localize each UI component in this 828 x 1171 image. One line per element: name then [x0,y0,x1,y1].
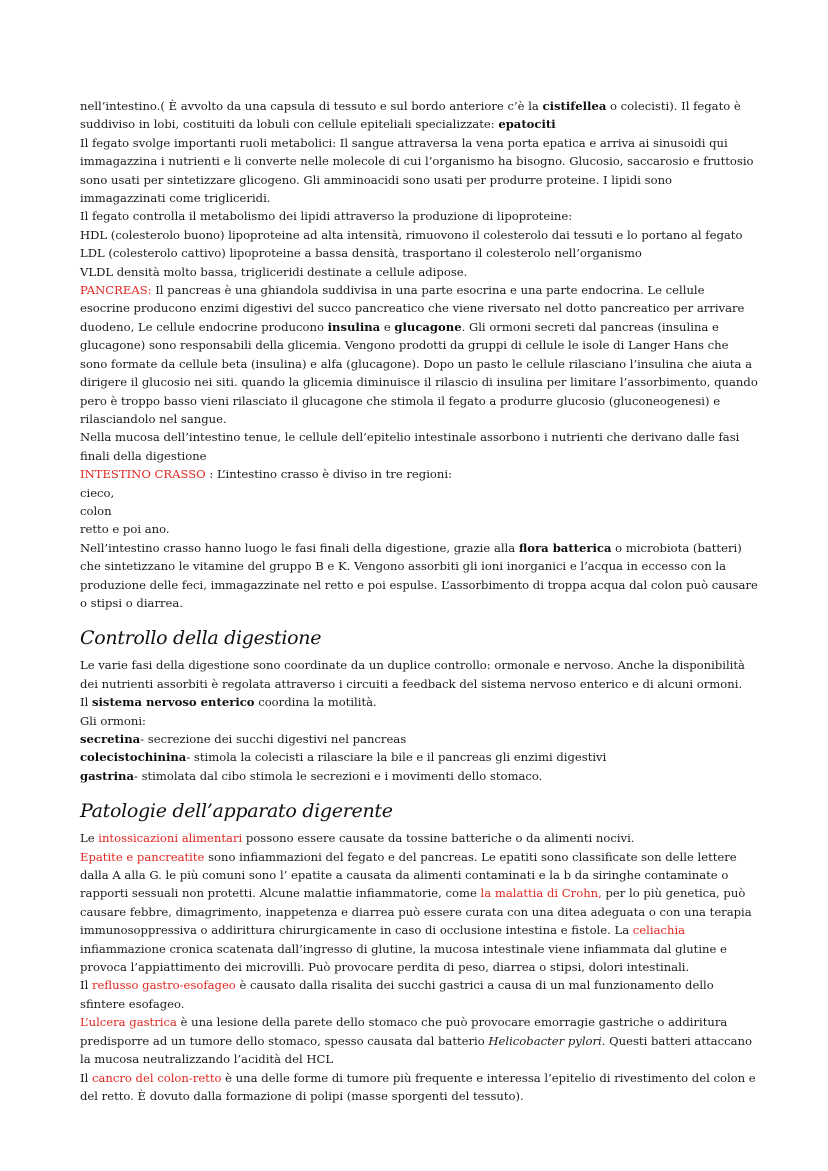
colon-region-3: retto e poi ano. [80,522,170,537]
colon-region-1: cieco, [80,485,115,500]
control-paragraph-1: Le varie fasi della digestione sono coordinate da un duplice controllo: ormonale e nervoso. Anche la disponibilità dei nutrienti assorbiti è regolata attraverso i circuiti a feedback del sistema nervoso enterico e di alcuni ormoni. [80,658,745,691]
colon-region-2: colon [80,503,112,518]
term-epatociti: epatociti [498,117,556,132]
liver-paragraph-2: Il fegato svolge importanti ruoli metabolici: Il sangue attraversa la vena porta epatica e arriva ai sinusoidi qui immagazzina i nutrienti e li converte nelle molecole di cui l’organismo ha bisogno. Glucosio, saccarosio e fruttosio sono usati per sintetizzare glicogeno. Gli amminoacidi sono usati per produrre proteine. I lipidi sono immagazzinati come trigliceridi. [80,135,754,206]
pathology-reflusso: Il reflusso gastro-esofageo è causato dalla risalita dei succhi gastrici a causa di un mal funzionamento dello sfintere esofageo. [80,978,714,1011]
hormones-heading: Gli ormoni: [80,713,146,728]
control-paragraph-2: Il sistema nervoso enterico coordina la motilità. [80,695,377,710]
pathology-ulcera: L’ulcera gastrica è una lesione della parete dello stomaco che può provocare emorragie gastriche o addiritura predisporre ad un tumore dello stomaco, spesso causata dal batterio Helicobacter pylori. Questi batteri attaccano la mucosa neutralizzando l’acidità del HCL [80,1015,752,1067]
hdl-line: HDL (colesterolo buono) lipoproteine ad alta intensità, rimuovono il colesterolo dai tessuti e lo portano al fegato [80,227,743,242]
vldl-line: VLDL densità molto bassa, trigliceridi destinate a cellule adipose. [80,264,468,279]
colon-label: INTESTINO CRASSO [80,467,206,482]
term-glucagone: glucagone [394,319,462,334]
hormone-gastrina: gastrina- stimolata dal cibo stimola le secrezioni e i movimenti dello stomaco. [80,768,543,783]
section-title-controllo: Controllo della digestione [80,627,322,650]
pathology-intossicazioni: Le intossicazioni alimentari possono essere causate da tossine batteriche o da alimenti nocivi. [80,831,635,846]
liver-paragraph-1: nell’intestino.( È avvolto da una capsula di tessuto e sul bordo anteriore c’è la cistifellea o colecisti). Il fegato è suddiviso in lobi, costituiti da lobuli con cellule epiteliali specializzate: epatociti [80,99,741,132]
term-cistifellea: cistifellea [542,99,607,113]
colon-paragraph: Nell’intestino crasso hanno luogo le fasi finali della digestione, grazie alla flora batterica o microbiota (batteri) che sintetizzano le vitamine del gruppo B e K. Vengono assorbiti gli ioni inorganici e l’acqua in eccesso con la produzione delle feci, immagazzinate nel retto e poi espulse. L’assorbimento di troppa acqua dal colon può causare o stipsi o diarrea. [80,540,758,610]
term-sistema-nervoso: sistema nervoso enterico [91,695,255,710]
colon-intro: INTESTINO CRASSO : L’intestino crasso è diviso in tre regioni: [80,467,452,482]
ldl-line: LDL (colesterolo cattivo) lipoproteine a bassa densità, trasportano il colesterolo nell’organismo [80,246,642,261]
small-intestine-paragraph: Nella mucosa dell’intestino tenue, le cellule dell’epitelio intestinale assorbono i nutrienti che derivano dalle fasi finali della digestione [80,430,740,463]
hormone-colecistochinina: colecistochinina- stimola la colecisti a rilasciare la bile e il pancreas gli enzimi digestivi [80,750,607,765]
pancreas-paragraph: PANCREAS: Il pancreas è una ghiandola suddivisa in una parte esocrina e una parte endocrina. Le cellule esocrine producono enzimi digestivi del succo pancreatico che viene riversato nel dotto pancreatico per arrivare duodeno, Le cellule endocrine producono insulina e glucagone. Gli ormoni secreti dal pancreas (insulina e glucagone) sono responsabili della glicemia. Vengono prodotti da gruppi di cellule le isole di Langer Hans che sono formate da cellule beta (insulina) e alfa (glucagone). Dopo un pasto le cellule rilasciano l’insulina che aiuta a dirigere il glucosio nei siti. quando la glicemia diminuisce il rilascio di insulina per limitare l’assorbimento, quando pero è troppo basso vieni rilasciato il glucagone che stimola il fegato a produrre glucosio (gluconeogenesi) e rilasciandolo nel sangue. [80,283,758,426]
liver-paragraph-3: Il fegato controlla il metabolismo dei lipidi attraverso la produzione di lipoproteine: [80,209,573,224]
term-flora-batterica: flora batterica [518,540,612,555]
term-insulina: insulina [327,319,381,334]
hormone-secretina: secretina- secrezione dei succhi digestivi nel pancreas [80,732,407,746]
pancreas-label: PANCREAS: [80,283,152,298]
pathology-cancro: Il cancro del colon-retto è una delle forme di tumore più frequente e interessa l’epitelio di rivestimento del colon e del retto. È dovuto dalla formazione di polipi (masse sporgenti del tessuto). [80,1070,756,1103]
section-title-patologie: Patologie dell’apparato digerente [80,800,393,823]
pathology-epatite: Epatite e pancreatite sono infiammazioni del fegato e del pancreas. Le epatiti sono classificate son delle lettere dalla A alla G. le più comuni sono l’ epatite a causata da alimenti contaminati e la b da siringhe contaminate o rapporti sessuali non protetti. Alcune malattie infiammatorie, come la malattia di Crohn, per lo più genetica, può causare febbre, dimagrimento, inappetenza e diarrea può essere curata con una ditea adeguata o con una terapia immunosoppressiva o addirittura chirurgicamente in caso di occlusione intestina e fistole. La celiachia infiammazione cronica scatenata dall’ingresso di glutine, la mucosa intestinale viene infiammata dal glutine e provoca l’appiattimento dei microvilli. Può provocare perdita di peso, diarrea o stipsi, dolori intestinali. [80,849,752,975]
